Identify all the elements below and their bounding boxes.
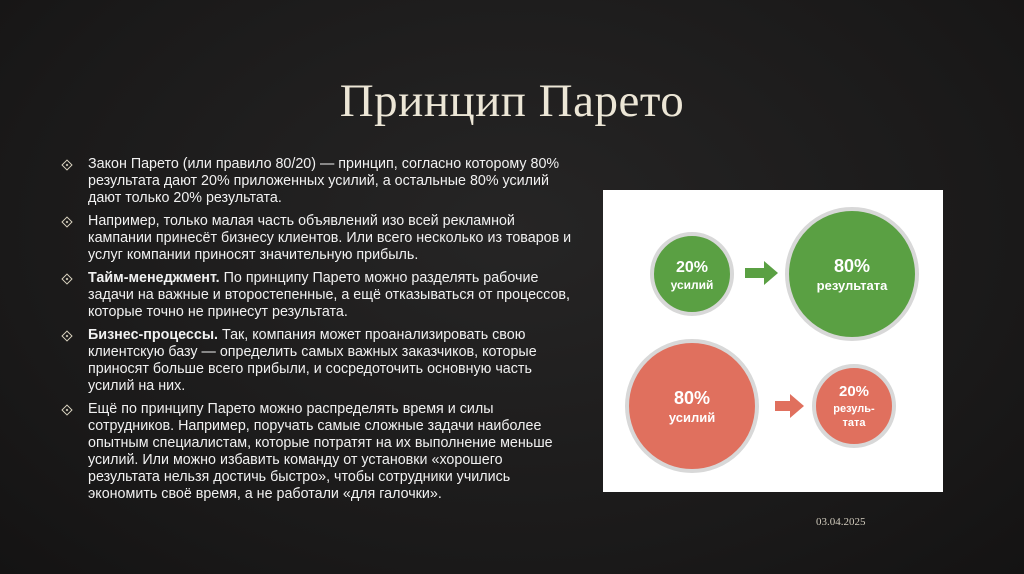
circle-large-red-label: усилий	[668, 410, 716, 425]
bullet-text: Так, компания может проанализировать свою клиентскую базу — определить самых важных заказчиков, которые приносят больше всего прибыли, и сосредоточить основную часть усилий на них.	[88, 327, 537, 394]
list-item	[62, 156, 572, 207]
circle-small-red-label-1: резуль-	[833, 403, 875, 415]
circle-large-green-label: результата	[816, 278, 888, 293]
list-item	[62, 213, 572, 264]
bullet-text: Ещё по принципу Парето можно распределять время и силы сотрудников. Например, поручать самые сложные задачи наиболее опытным специалистам, которые потратят на их выполнение меньше усилий. Или можно избавить команду от установки «хорошего результата нельзя достичь быстро», чтобы сотрудники учились экономить своё время, а не работали «для галочки».	[88, 401, 553, 502]
red-arrow-shaft	[775, 401, 791, 411]
slide-date: 03.04.2025	[816, 516, 866, 528]
bullet-text: Закон Парето (или правило 80/20) — принцип, согласно которому 80% результата дают 20% приложенных усилий, а остальные 80% усилий дают только 20% результата.	[88, 156, 560, 206]
circle-small-red-pct: 20%	[838, 383, 870, 400]
diamond-bullet-icon	[61, 159, 72, 170]
diamond-bullet-icon	[61, 273, 72, 284]
bullet-text: Например, только малая часть объявлений изо всей рекламной кампании принесёт бизнесу клиентов. Или всего несколько из товаров и услуг компании приносят значительную прибыль.	[88, 213, 572, 263]
diamond-bullet-icon	[61, 404, 72, 415]
slide-title: Принцип Парето	[339, 75, 685, 127]
list-item	[62, 270, 572, 321]
diamond-bullet-icon	[61, 330, 72, 341]
circle-large-red-pct: 80%	[673, 388, 711, 408]
bullet-text: По принципу Парето можно разделять рабочие задачи на важные и второстепенные, а ещё отказываться от процессов, которые точно не принесут результата.	[88, 270, 571, 320]
list-item	[62, 327, 572, 395]
bullet-list	[62, 156, 572, 509]
list-item	[62, 401, 572, 503]
circle-small-red-label-2: тата	[842, 417, 866, 429]
green-arrow-shaft	[745, 268, 765, 278]
pareto-diagram-svg	[603, 190, 943, 492]
right-arrow-icon	[775, 394, 804, 418]
diamond-bullet-icon	[61, 216, 72, 227]
circle-small-green-label: усилий	[670, 278, 714, 292]
green-arrow-head	[764, 261, 778, 285]
circle-large-green-pct: 80%	[833, 256, 871, 276]
circle-small-green-pct: 20%	[675, 259, 709, 276]
pareto-diagram	[603, 190, 943, 492]
red-arrow-head	[790, 394, 804, 418]
bullet-heading: Тайм-менеджмент.	[88, 270, 220, 286]
bullet-heading: Бизнес-процессы.	[88, 327, 219, 343]
right-arrow-icon	[745, 261, 778, 285]
